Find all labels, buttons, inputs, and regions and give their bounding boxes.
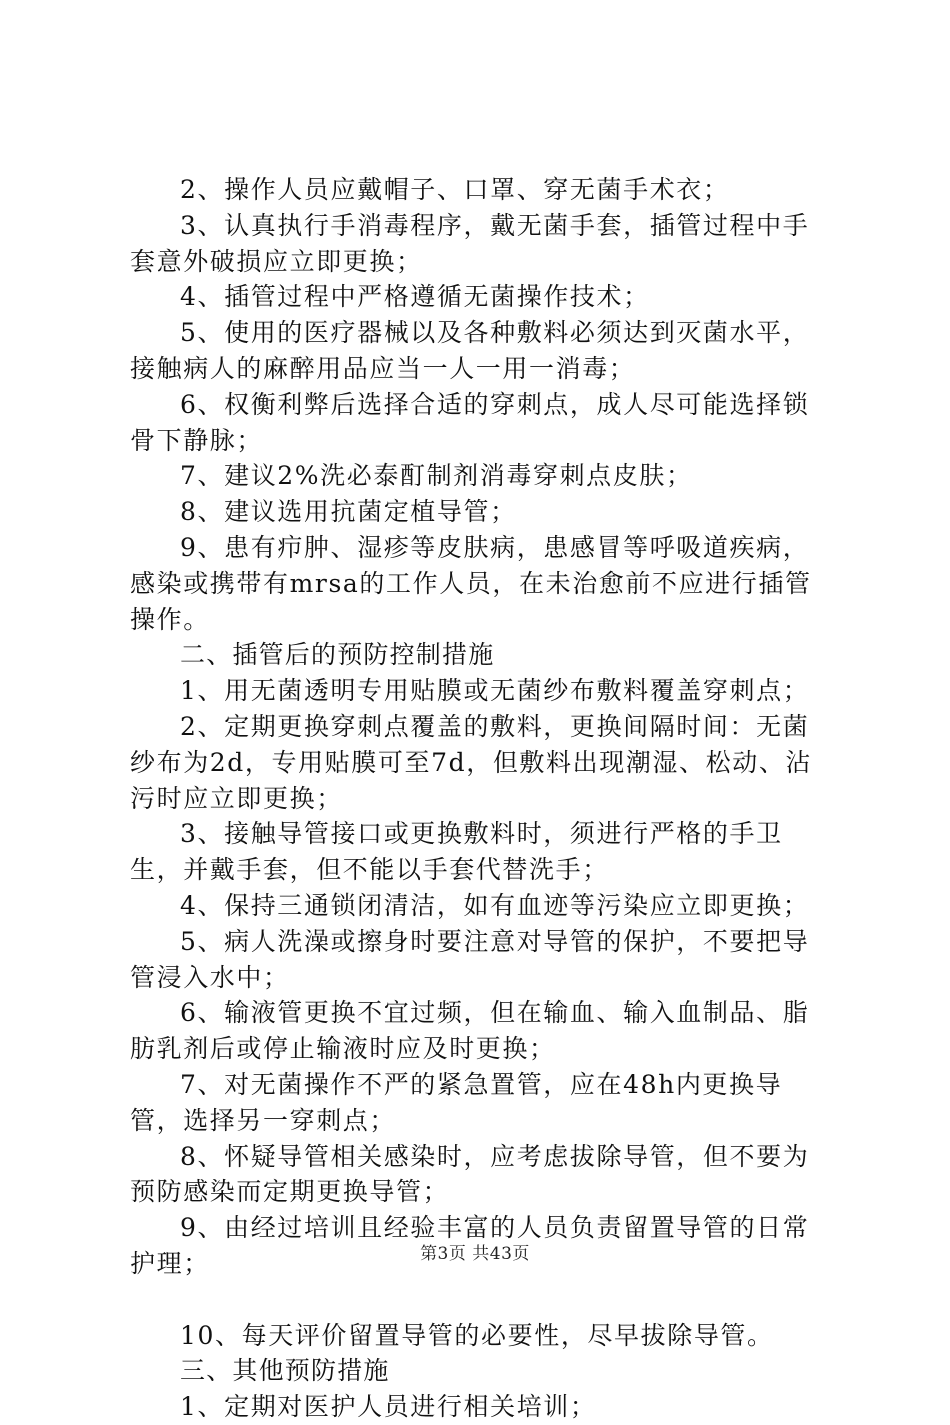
paragraph-item-post-4: 4、保持三通锁闭清洁，如有血迹等污染应立即更换；: [180, 890, 810, 920]
paragraph-item-post-1: 1、用无菌透明专用贴膜或无菌纱布敷料覆盖穿刺点；: [180, 676, 810, 706]
page-footer: 第3页 共43页: [420, 1244, 530, 1264]
paragraph-item-post-6: 6、输液管更换不宜过频，但在输血、输入血制品、脂肪乳剂后或停止输液时应及时更换；: [130, 998, 810, 1064]
paragraph-item-6: 6、权衡利弊后选择合适的穿刺点，成人尽可能选择锁骨下静脉；: [130, 389, 810, 455]
paragraph-item-post-3: 3、接触导管接口或更换敷料时，须进行严格的手卫生，并戴手套，但不能以手套代替洗手；: [130, 819, 783, 885]
document-body: [130, 172, 835, 1425]
paragraph-item-post-10: 10、每天评价留置导管的必要性，尽早拔除导管。: [180, 1320, 774, 1350]
paragraph-item-5: 5、使用的医疗器械以及各种敷料必须达到灭菌水平，接触病人的麻醉用品应当一人一用一消毒；: [130, 318, 810, 383]
section-heading-other-measures: 三、其他预防措施: [180, 1356, 390, 1386]
paragraph-item-post-5: 5、病人洗澡或擦身时要注意对导管的保护，不要把导管浸入水中；: [130, 926, 810, 992]
paragraph-item-9: 9、患有疖肿、湿疹等皮肤病，患感冒等呼吸道疾病，感染或携带有mrsa的工作人员，在未治愈前不应进行插管操作。: [130, 532, 812, 634]
paragraph-item-post-8: 8、怀疑导管相关感染时，应考虑拔除导管，但不要为预防感染而定期更换导管；: [130, 1141, 810, 1207]
paragraph-item-post-7: 7、对无菌操作不严的紧急置管，应在48h内更换导管，选择另一穿刺点；: [130, 1069, 783, 1135]
paragraph-item-other-1: 1、定期对医护人员进行相关培训；: [180, 1392, 597, 1422]
paragraph-item-post-2: 2、定期更换穿刺点覆盖的敷料，更换间隔时间：无菌纱布为2d，专用贴膜可至7d，但敷料出现潮湿、松动、沾污时应立即更换；: [130, 711, 813, 813]
paragraph-spacer: [130, 1282, 835, 1318]
paragraph-item-post-9: 9、由经过培训且经验丰富的人员负责留置导管的日常护理；: [130, 1213, 810, 1278]
paragraph-item-2: 2、操作人员应戴帽子、口罩、穿无菌手术衣；: [180, 175, 730, 204]
paragraph-item-7: 7、建议2%洗必泰酊制剂消毒穿刺点皮肤；: [180, 461, 693, 491]
paragraph-item-8: 8、建议选用抗菌定植导管；: [180, 497, 517, 527]
paragraph-item-3: 3、认真执行手消毒程序，戴无菌手套，插管过程中手套意外破损应立即更换；: [130, 210, 810, 276]
paragraph-item-4: 4、插管过程中严格遵循无菌操作技术；: [180, 282, 650, 312]
section-heading-post-insertion: 二、插管后的预防控制措施: [180, 640, 495, 670]
